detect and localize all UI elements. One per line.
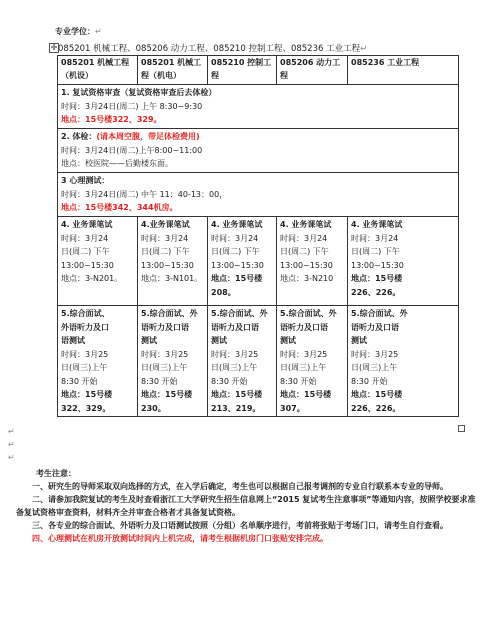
- interview-place: 322、329。: [61, 403, 111, 413]
- section-2-note: (请本周空腹，带足体检费用): [96, 132, 200, 141]
- exam-time: 日(周二) 下午: [280, 247, 329, 256]
- interview-cell: [58, 306, 138, 417]
- exam-place: 地点：3-N201。: [61, 274, 123, 283]
- column-header: 085236 工业工程: [348, 56, 459, 85]
- interview-cell: [138, 306, 208, 417]
- exam-title: 4.业务课笔试: [141, 220, 190, 229]
- interview-time: 时间：3月25: [280, 349, 328, 359]
- interview-place: 307。: [280, 403, 305, 413]
- empty-paragraph-mark: ↵: [8, 440, 15, 449]
- interview-title: 测试: [141, 336, 157, 345]
- interview-time: 8:30 开始: [141, 376, 178, 386]
- written-exam-cell: [348, 217, 459, 306]
- interview-time: 日(周三)上午: [61, 363, 108, 372]
- column-header: 085210 控制工程: [208, 56, 277, 85]
- section-3-place: 地点：15号楼342、344机房。: [61, 203, 178, 212]
- section-2-time: 时间：3月24日(周二)上午8:00~11:00: [61, 145, 203, 155]
- exam-place: 226、226。: [351, 287, 401, 297]
- interview-place: 213、219。: [211, 403, 261, 413]
- section-2-title: 2. 体检：: [61, 132, 97, 141]
- interview-title: 测试: [211, 336, 227, 345]
- exam-time: 时间：3月24: [211, 233, 259, 243]
- interview-title: 语听力及口语: [280, 322, 328, 332]
- empty-paragraph-mark: ↵: [8, 427, 15, 436]
- exam-title: 4. 业务课笔试: [211, 220, 263, 229]
- interview-title: 语听力及口语: [141, 322, 189, 332]
- exam-time: 日(周二) 下午: [141, 247, 190, 256]
- exam-time: 13:00~15:30: [280, 260, 333, 270]
- exam-time: 日(周二) 下午: [351, 247, 400, 256]
- interview-title: 5.综合面试、外: [280, 309, 337, 318]
- interview-title: 测试: [351, 336, 367, 345]
- table-row: [58, 217, 459, 306]
- interview-time: 时间：3月25: [141, 349, 189, 359]
- interview-title: 语听力及口语: [351, 322, 399, 332]
- exam-time: 时间：3月24: [61, 233, 109, 243]
- interview-title: 测试: [280, 336, 296, 345]
- exam-place: 地点：15号楼: [351, 274, 403, 283]
- interview-time: 时间：3月25: [61, 349, 109, 359]
- programs-line: 085201 机械工程、085206 动力工程、085210 控制工程、085236 工业工程↵: [58, 44, 368, 54]
- written-exam-cell: [277, 217, 348, 306]
- interview-title: 5.综合面试、外: [141, 309, 198, 318]
- column-header: 085201 机械工程（机电）: [138, 56, 208, 85]
- table-row: [58, 173, 459, 217]
- section-1-cell: [58, 85, 459, 129]
- section-2-place: 地点：校医院——后勤楼东面。: [61, 159, 173, 168]
- interview-place: 地点：15号楼: [211, 390, 263, 399]
- exam-time: 日(周二) 下午: [211, 247, 260, 256]
- exam-place: 地点：3-N101。: [141, 274, 203, 283]
- interview-place: 230。: [141, 403, 166, 413]
- exam-time: 13:00~15:30: [141, 260, 194, 270]
- interview-time: 时间：3月25: [211, 349, 259, 359]
- table-row: [58, 129, 459, 173]
- interview-place: 地点：15号楼: [61, 390, 113, 399]
- written-exam-cell: [138, 217, 208, 306]
- note-1: 一、研究生的导师采取双向选择的方式，在入学后确定，考生也可以根据自己报考调剂的专业自行联系本专业的导师。: [32, 482, 448, 491]
- table-move-handle[interactable]: ✛: [50, 43, 58, 52]
- interview-title: 语听力及口语: [211, 322, 259, 332]
- section-3-time: 时间：3月24日(周二) 中午 11：40-13：00，: [61, 189, 228, 199]
- table-header-row: [58, 56, 459, 85]
- interview-time: 日(周三)上午: [351, 363, 398, 372]
- notes-section: [16, 467, 482, 545]
- exam-place: 地点：3-N210: [280, 274, 334, 283]
- exam-place: 地点：15号楼: [211, 274, 263, 283]
- interview-time: 8:30 开始: [61, 376, 98, 386]
- interview-title: 5.综合面试、外: [211, 309, 268, 318]
- column-header: 085206 动力工程: [277, 56, 348, 85]
- section-1-time: 时间：3月24日(周二) 上午 8:30~9:30: [61, 101, 203, 111]
- interview-place: 地点：15号楼: [280, 390, 332, 399]
- exam-time: 时间：3月24: [280, 233, 328, 243]
- interview-title: 语测试: [61, 336, 85, 345]
- interview-title: 外语听力及口: [61, 322, 109, 332]
- interview-time: 日(周三)上午: [141, 363, 188, 372]
- exam-time: 13:00~15:30: [61, 260, 114, 270]
- exam-title: 4. 业务课笔试: [280, 220, 332, 229]
- note-2: 二、请参加我院复试的考生及时查看浙江工大学研究生招生信息网上“2015 复试考生注意事项”等通知内容，按照学校要求准备复试资格审查资料，材料齐全并审查合格者才具备复试资格。: [16, 495, 476, 517]
- exam-place: 208。: [211, 287, 236, 297]
- interview-time: 时间：3月25: [351, 349, 399, 359]
- section-1-title: 1. 复试资格审查（复试资格审查后去体检）: [61, 88, 217, 97]
- written-exam-cell: [58, 217, 138, 306]
- interview-title: 5.综合面试、外: [351, 309, 408, 318]
- interview-cell: [277, 306, 348, 417]
- interview-time: 8:30 开始: [280, 376, 317, 386]
- heading: 专业学位：↵: [55, 27, 102, 36]
- interview-place: 226、226。: [351, 403, 401, 413]
- empty-paragraph-mark: ↵: [8, 453, 15, 462]
- exam-time: 时间：3月24: [351, 233, 399, 243]
- written-exam-cell: [208, 217, 277, 306]
- interview-place: 地点：15号楼: [141, 390, 193, 399]
- schedule-table: [57, 55, 459, 417]
- interview-time: 日(周三)上午: [280, 363, 327, 372]
- exam-time: 时间：3月24: [141, 233, 189, 243]
- column-header: 085201 机械工程（机设）: [58, 56, 138, 85]
- table-row: [58, 85, 459, 129]
- interview-cell: [208, 306, 277, 417]
- table-resize-handle[interactable]: [458, 425, 465, 432]
- exam-time: 13:00~15:30: [351, 260, 404, 270]
- section-1-place: 地点：15号楼322、329。: [61, 115, 162, 124]
- exam-title: 4. 业务课笔试: [351, 220, 403, 229]
- section-2-cell: [58, 129, 459, 173]
- note-3: 三、各专业的综合面试、外语听力及口语测试按照（分组）名单顺序进行，考前将张贴于考场门口，请考生自行查看。: [32, 521, 448, 530]
- exam-title: 4. 业务课笔试: [61, 220, 113, 229]
- exam-time: 13:00~15:30: [211, 260, 264, 270]
- notes-title: 考生注意：: [36, 469, 76, 478]
- interview-time: 日(周三)上午: [211, 363, 258, 372]
- table-row: [58, 306, 459, 417]
- interview-time: 8:30 开始: [351, 376, 388, 386]
- interview-time: 8:30 开始: [211, 376, 248, 386]
- interview-place: 地点：15号楼: [351, 390, 403, 399]
- section-3-cell: [58, 173, 459, 217]
- exam-time: 日(周二) 下午: [61, 247, 110, 256]
- interview-cell: [348, 306, 459, 417]
- note-4: 四、心理测试在机房开放测试时间内上机完成，请考生根据机房门口张贴安排完成。: [32, 534, 328, 543]
- interview-title: 5.综合面试、: [61, 309, 110, 318]
- section-3-title: 3 心理测试：: [61, 176, 110, 185]
